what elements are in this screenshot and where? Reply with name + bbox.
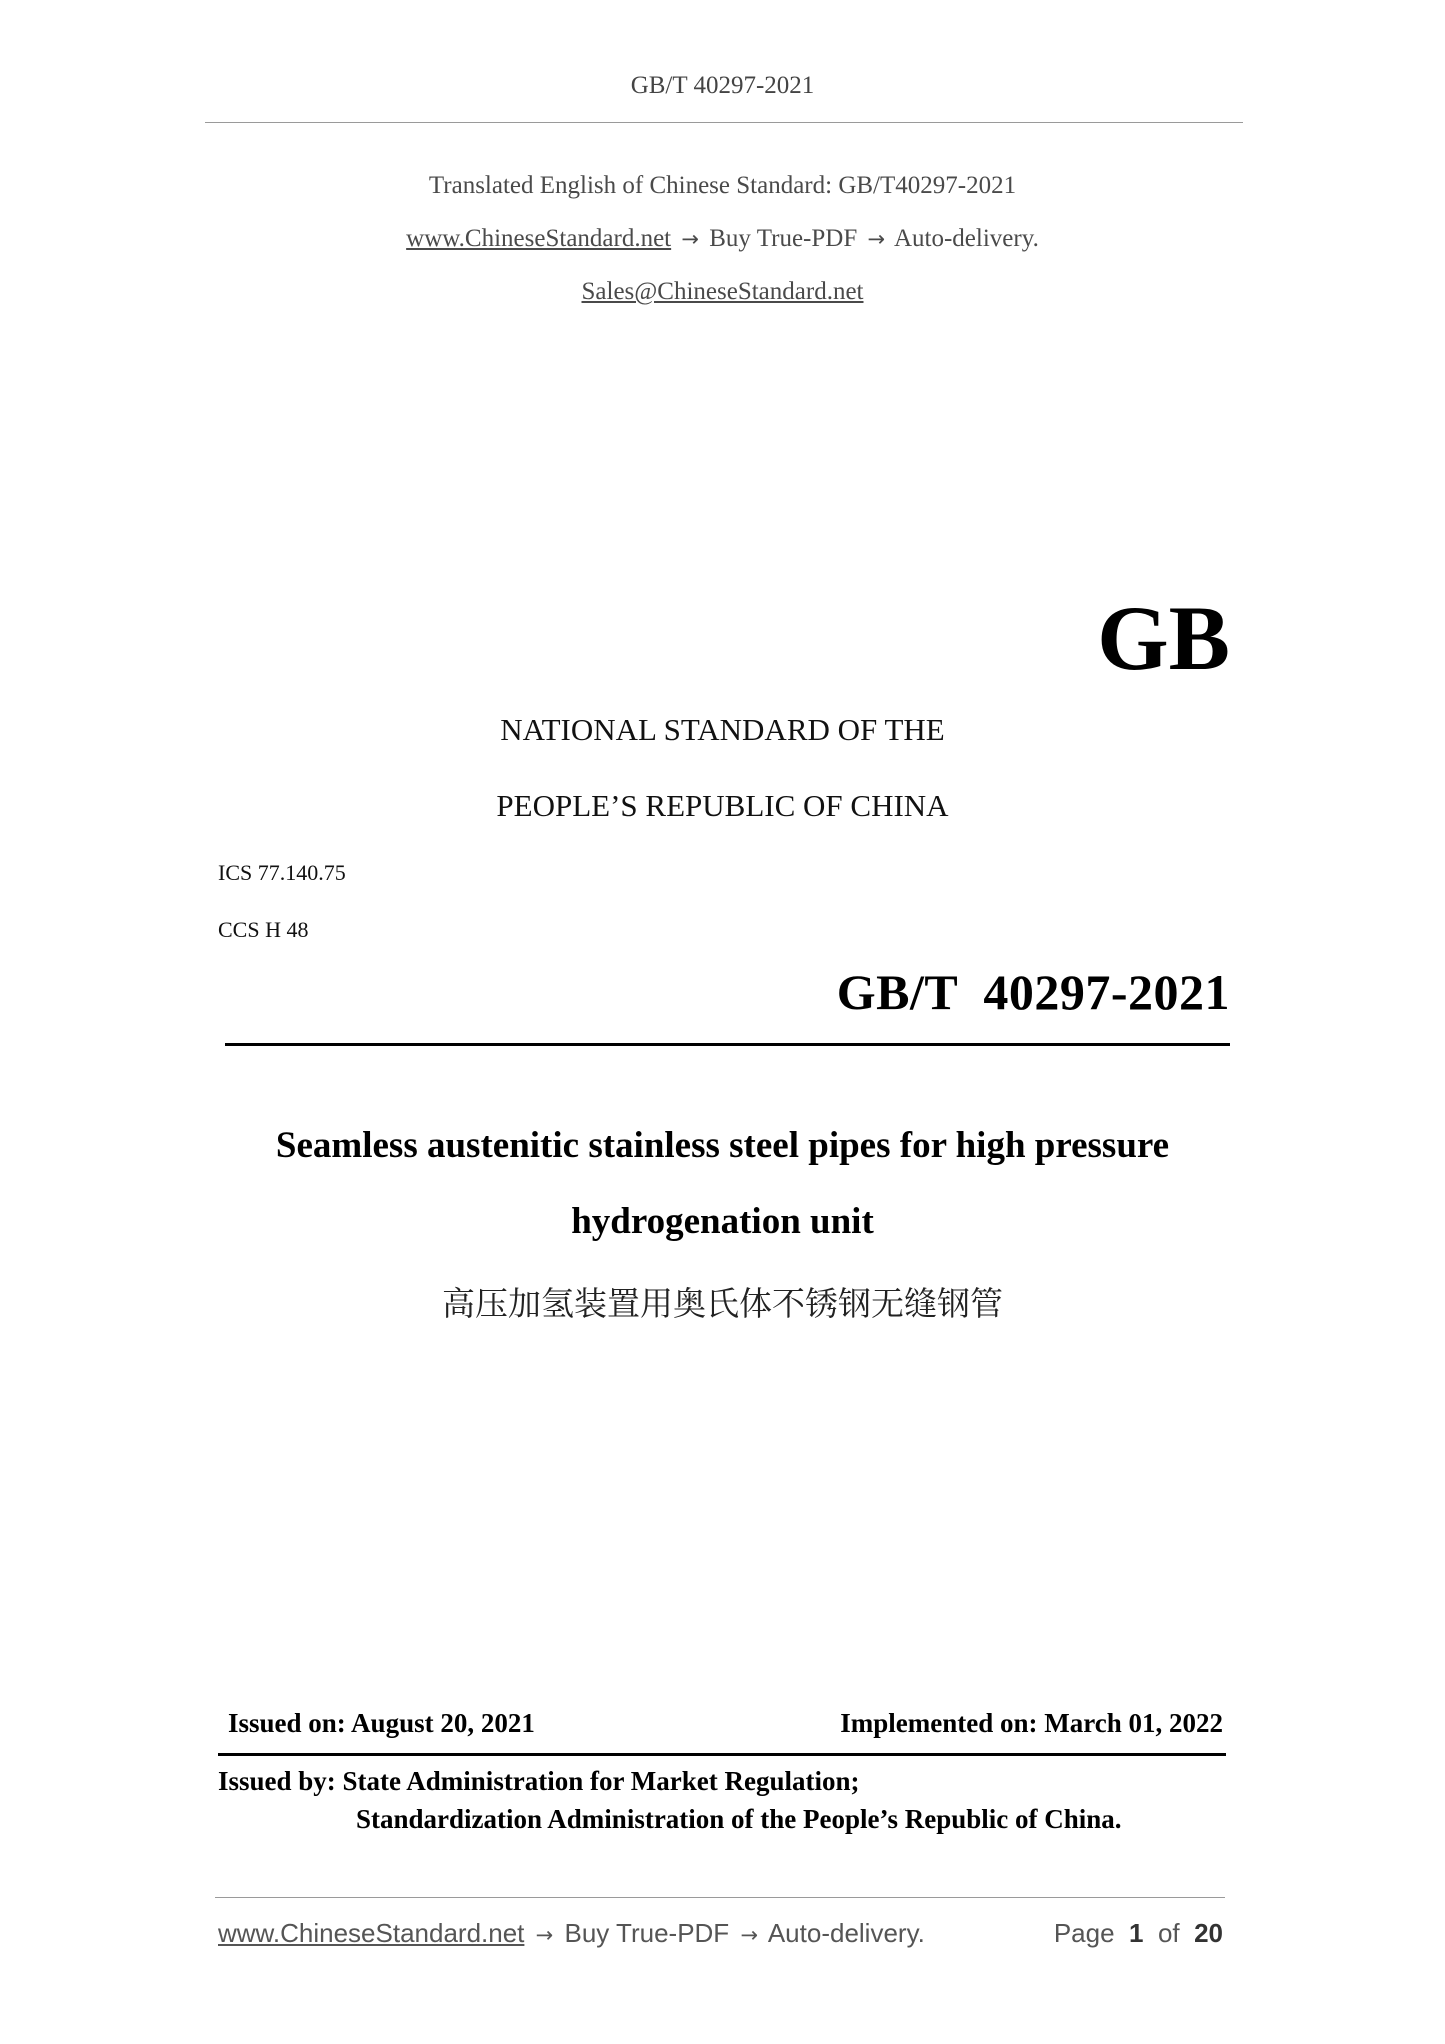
standard-code: 40297-2021 [983, 964, 1230, 1020]
title-chinese: 高压加氢装置用奥氏体不锈钢无缝钢管 [442, 1284, 1003, 1323]
issued-on-date: Issued on: August 20, 2021 [228, 1708, 535, 1738]
issued-by-line2: Standardization Administration of the People’s Republic of China. [356, 1804, 1122, 1834]
page-total: 20 [1194, 1918, 1223, 1948]
auto-delivery-text: Auto-delivery. [893, 225, 1039, 252]
national-standard-line1: NATIONAL STANDARD OF THE [500, 712, 945, 747]
arrow-right-icon: → [867, 227, 886, 251]
running-header: GB/T 40297-2021 [630, 72, 815, 99]
standard-prefix: GB/T [836, 964, 958, 1020]
standard-number-divider [225, 1043, 1230, 1046]
page-indicator [1054, 1918, 1223, 1949]
page-label: Page [1053, 1918, 1115, 1948]
ics-code: ICS 77.140.75 [218, 860, 346, 885]
arrow-right-icon: → [681, 227, 699, 251]
issued-by-line1: Issued by: State Administration for Market Regulation; [218, 1766, 860, 1796]
title-english-line2: hydrogenation unit [571, 1201, 874, 1242]
national-standard-line2: PEOPLE’S REPUBLIC OF CHINA [496, 788, 949, 823]
footer-divider [215, 1897, 1225, 1898]
title-english-line1: Seamless austenitic stainless steel pipes for high pressure [275, 1125, 1170, 1166]
arrow-right-icon: → [740, 1923, 759, 1947]
footer-delivery-text: Auto-delivery. [767, 1918, 925, 1948]
of-label: of [1157, 1918, 1180, 1948]
arrow-right-icon: → [535, 1923, 554, 1947]
site-link[interactable]: www.ChineseStandard.net [406, 225, 672, 252]
footer-buy-text: Buy True-PDF [564, 1918, 730, 1948]
standard-number [837, 963, 1230, 1021]
implemented-on-date: Implemented on: March 01, 2022 [840, 1708, 1223, 1738]
buy-pdf-text: Buy True-PDF [709, 225, 858, 252]
dates-divider [218, 1753, 1226, 1756]
sales-email-link[interactable]: Sales@ChineseStandard.net [581, 278, 864, 305]
footer-promo [218, 1918, 925, 1949]
header-divider [205, 122, 1243, 123]
ccs-code: CCS H 48 [218, 917, 309, 942]
promo-line [0, 225, 1445, 253]
page-current: 1 [1129, 1918, 1144, 1948]
gb-mark: GB [1097, 587, 1230, 689]
email-line [0, 278, 1445, 306]
translation-notice: Translated English of Chinese Standard: GB/T40297-2021 [428, 172, 1017, 199]
footer-site-link[interactable]: www.ChineseStandard.net [218, 1918, 525, 1948]
